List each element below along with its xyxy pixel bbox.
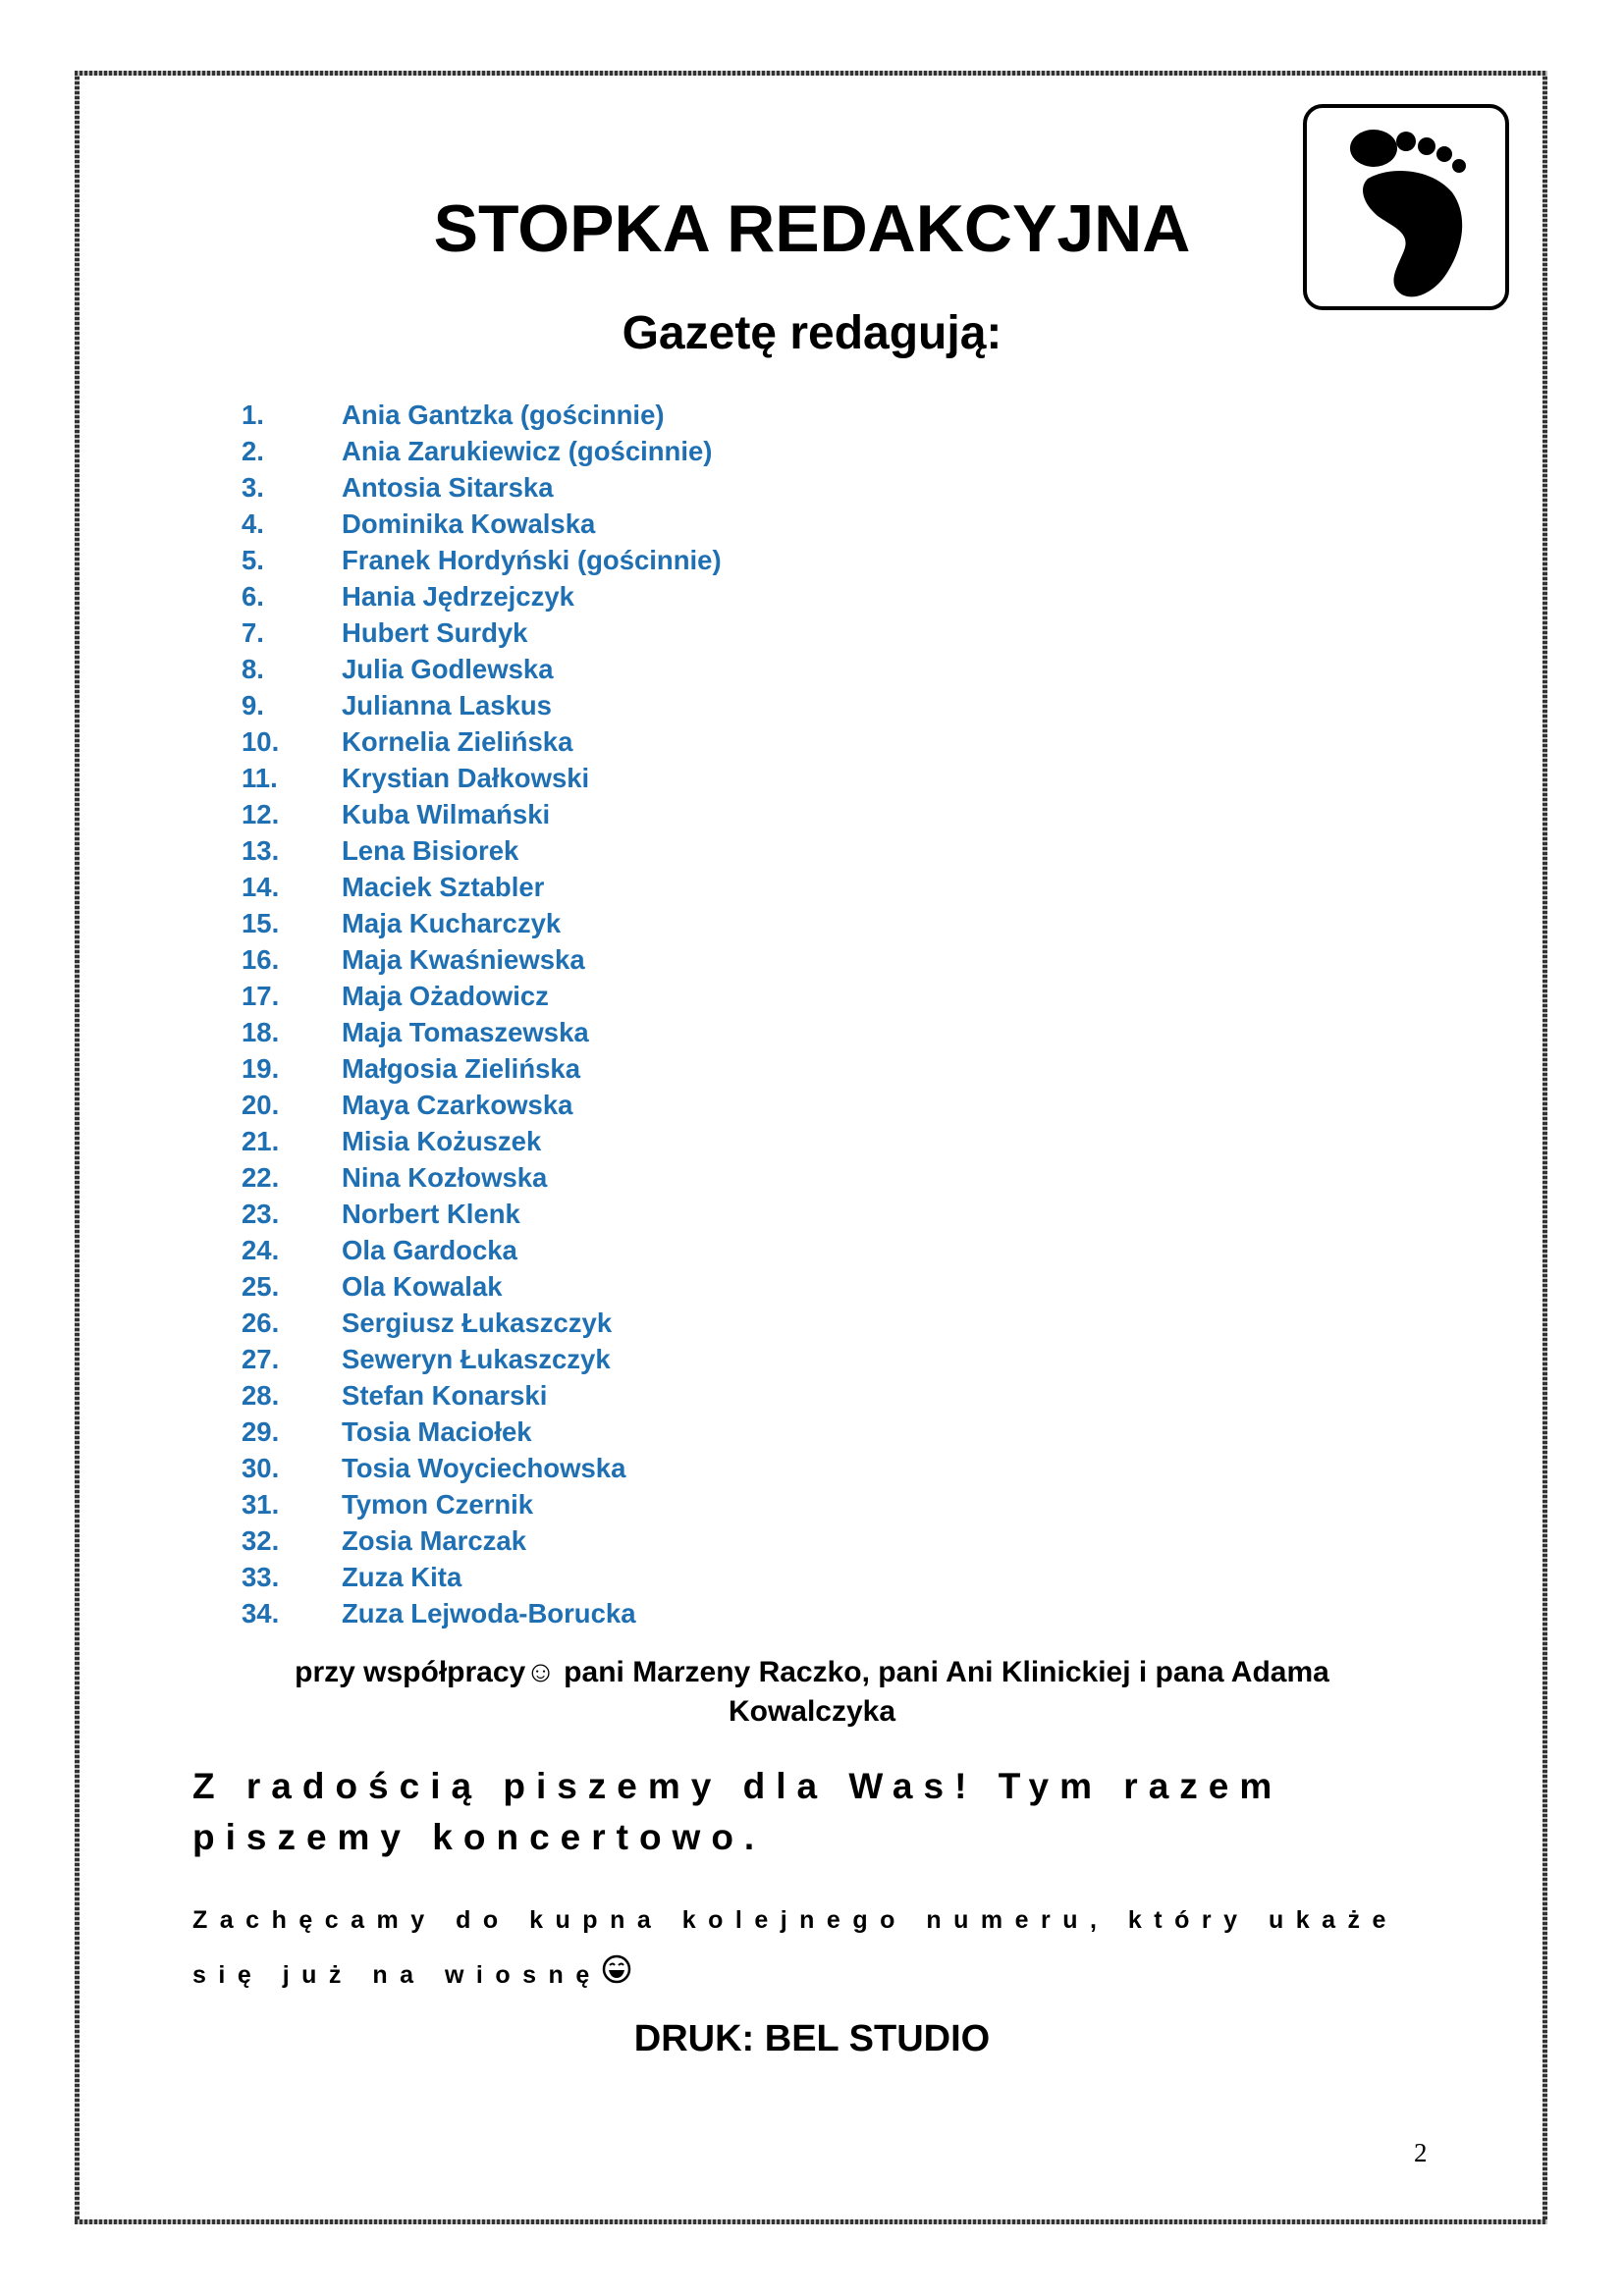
member-name: Julia Godlewska (342, 654, 554, 684)
member-name: Lena Bisiorek (342, 835, 519, 866)
cooperation-line-1: przy współpracy☺ pani Marzeny Raczko, pani Ani Klinickiej i pana Adama (295, 1656, 1329, 1688)
list-item (242, 832, 722, 869)
member-name: Nina Kozłowska (342, 1162, 548, 1193)
item-number: 30. (242, 1453, 280, 1483)
member-name: Hania Jędrzejczyk (342, 581, 574, 612)
member-name: Maja Kwaśniewska (342, 944, 585, 975)
member-name: Seweryn Łukaszczyk (342, 1344, 611, 1374)
member-name: Kornelia Zielińska (342, 726, 573, 757)
item-number: 7. (242, 617, 264, 648)
member-name: Ola Kowalak (342, 1271, 503, 1302)
member-name: Maja Kucharczyk (342, 908, 562, 938)
list-item (242, 1050, 722, 1087)
member-name: Tosia Woyciechowska (342, 1453, 626, 1483)
item-number: 24. (242, 1235, 280, 1265)
member-name: Misia Kożuszek (342, 1126, 542, 1156)
print-info: DRUK: BEL STUDIO (633, 2018, 991, 2059)
member-name: Tosia Maciołek (342, 1416, 532, 1447)
member-name: Maja Ożadowicz (342, 981, 549, 1011)
item-number: 10. (242, 726, 280, 757)
list-item (242, 1450, 722, 1486)
member-name: Maya Czarkowska (342, 1090, 573, 1120)
item-number: 28. (242, 1380, 280, 1411)
list-item (242, 1232, 722, 1268)
list-item (242, 978, 722, 1014)
greeting-text: Z radością piszemy dla Was! Tym razem piszemy koncertowo. (192, 1766, 1283, 1857)
list-item (242, 1486, 722, 1522)
members-list (242, 397, 722, 1631)
item-number: 8. (242, 654, 264, 684)
invite-paragraph (192, 1893, 1469, 2003)
list-item (242, 614, 722, 651)
member-name: Zuza Lejwoda-Borucka (342, 1598, 636, 1629)
member-name: Antosia Sitarska (342, 472, 554, 503)
member-name: Ania Gantzka (gościnnie) (342, 400, 665, 430)
list-item (242, 687, 722, 723)
page-title: STOPKA REDAKCYJNA (433, 191, 1191, 266)
item-number: 18. (242, 1017, 280, 1047)
list-item (242, 869, 722, 905)
member-name: Zosia Marczak (342, 1525, 527, 1556)
member-name: Hubert Surdyk (342, 617, 528, 648)
member-name: Małgosia Zielińska (342, 1053, 581, 1084)
list-item (242, 397, 722, 433)
item-number: 29. (242, 1416, 280, 1447)
member-name: Dominika Kowalska (342, 508, 596, 539)
item-number: 9. (242, 690, 264, 721)
list-item (242, 1268, 722, 1305)
item-number: 5. (242, 545, 264, 575)
member-name: Krystian Dałkowski (342, 763, 590, 793)
page-number: 2 (1414, 2138, 1428, 2167)
member-name: Norbert Klenk (342, 1199, 520, 1229)
item-number: 22. (242, 1162, 280, 1193)
list-item (242, 1414, 722, 1450)
list-item (242, 651, 722, 687)
list-item (242, 1159, 722, 1196)
subtitle: Gazetę redagują: (622, 307, 1002, 359)
item-number: 15. (242, 908, 280, 938)
list-item (242, 941, 722, 978)
list-item (242, 723, 722, 760)
list-item (242, 1522, 722, 1559)
list-item (242, 760, 722, 796)
item-number: 11. (242, 763, 278, 793)
member-name: Sergiusz Łukaszczyk (342, 1308, 613, 1338)
list-item (242, 578, 722, 614)
item-number: 32. (242, 1525, 280, 1556)
item-number: 33. (242, 1562, 280, 1592)
item-number: 23. (242, 1199, 280, 1229)
list-item (242, 506, 722, 542)
item-number: 27. (242, 1344, 280, 1374)
member-name: Ania Zarukiewicz (gościnnie) (342, 436, 713, 466)
item-number: 20. (242, 1090, 280, 1120)
member-name: Stefan Konarski (342, 1380, 548, 1411)
list-item (242, 1123, 722, 1159)
item-number: 34. (242, 1598, 280, 1629)
list-item (242, 469, 722, 506)
item-number: 16. (242, 944, 280, 975)
item-number: 4. (242, 508, 264, 539)
list-item (242, 1196, 722, 1232)
item-number: 12. (242, 799, 280, 829)
list-item (242, 542, 722, 578)
item-number: 31. (242, 1489, 280, 1520)
list-item (242, 1341, 722, 1377)
grinning-face-icon (602, 1949, 631, 2003)
list-item (242, 796, 722, 832)
list-item (242, 1595, 722, 1631)
member-name: Tymon Czernik (342, 1489, 534, 1520)
list-item (242, 1305, 722, 1341)
member-name: Maciek Sztabler (342, 872, 545, 902)
item-number: 6. (242, 581, 264, 612)
list-item (242, 1559, 722, 1595)
list-item (242, 905, 722, 941)
list-item (242, 1377, 722, 1414)
cooperation-note (236, 1653, 1388, 1732)
member-name: Kuba Wilmański (342, 799, 551, 829)
item-number: 21. (242, 1126, 280, 1156)
item-number: 3. (242, 472, 264, 503)
member-name: Julianna Laskus (342, 690, 552, 721)
invite-text: Zachęcamy do kupna kolejnego numeru, który ukaże się już na wiosnę (192, 1906, 1398, 1989)
item-number: 19. (242, 1053, 280, 1084)
item-number: 26. (242, 1308, 280, 1338)
list-item (242, 433, 722, 469)
member-name: Maja Tomaszewska (342, 1017, 589, 1047)
item-number: 14. (242, 872, 280, 902)
item-number: 2. (242, 436, 264, 466)
member-name: Ola Gardocka (342, 1235, 517, 1265)
item-number: 13. (242, 835, 280, 866)
list-item (242, 1087, 722, 1123)
item-number: 17. (242, 981, 280, 1011)
item-number: 1. (242, 400, 264, 430)
item-number: 25. (242, 1271, 280, 1302)
cooperation-line-2: Kowalczyka (728, 1695, 896, 1728)
member-name: Franek Hordyński (gościnnie) (342, 545, 722, 575)
member-name: Zuza Kita (342, 1562, 462, 1592)
list-item (242, 1014, 722, 1050)
